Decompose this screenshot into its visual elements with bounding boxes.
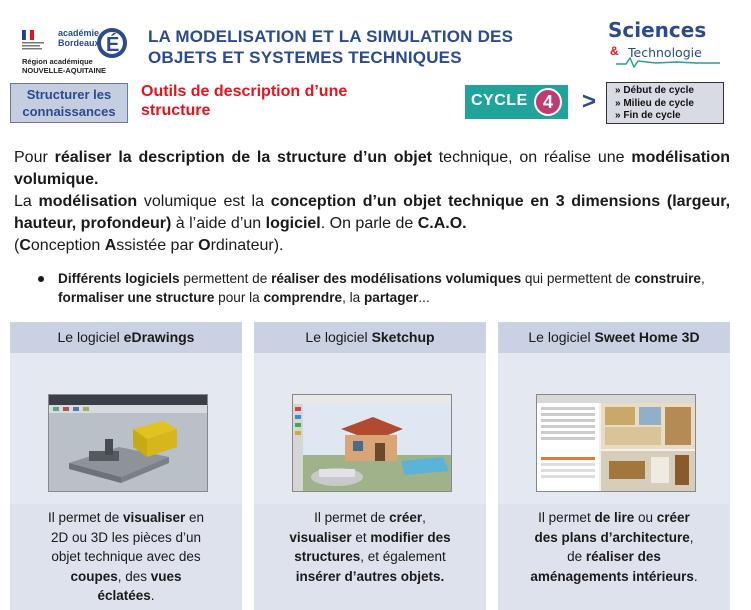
para-bold: modélisation volumique. (14, 149, 731, 188)
para-bold: A (104, 237, 117, 254)
desc-bold: aménagements intérieurs (530, 568, 694, 584)
card-header-prefix: Le logiciel (57, 329, 124, 345)
title-line-2: OBJETS ET SYSTEMES TECHNIQUES (148, 48, 462, 67)
academy-line2: Bordeaux (58, 38, 100, 48)
bullet-text: ... (418, 290, 430, 305)
desc-bold: structures (294, 549, 361, 564)
bullet-text: , la (342, 290, 364, 305)
card-description (498, 504, 730, 610)
desc-text: . (693, 568, 698, 584)
bullet-bold: partager (363, 290, 419, 305)
desc-text: , (422, 510, 426, 525)
bullet-text: , (700, 271, 705, 286)
card-header-prefix: Le logiciel (305, 329, 372, 345)
cycle-steps-box (606, 82, 724, 124)
card-software-name: eDrawings (123, 329, 195, 345)
para-text: ( (14, 237, 20, 254)
bullet-bold: Différents logiciels (58, 271, 180, 286)
desc-bold: créer (389, 510, 423, 525)
desc-text: Il permet de (47, 510, 123, 525)
desc-bold: des plans d’architecture (534, 529, 690, 545)
card-header-prefix: Le logiciel (528, 329, 595, 345)
logo-word-sciences: Sciences (608, 18, 707, 42)
card-header (10, 322, 242, 353)
desc-bold: de lire (594, 510, 635, 525)
desc-text: , (689, 529, 694, 545)
para-text: technique, on réalise une (431, 149, 632, 166)
region-line1: Région académique (22, 57, 93, 66)
svg-text:É: É (106, 34, 120, 56)
sweethome-plan-icon (537, 395, 695, 491)
desc-text: de (567, 549, 586, 564)
desc-bold: insérer d’autres objets. (295, 568, 445, 584)
para-bold: réaliser la description de la structure d’un objet (54, 149, 432, 166)
para-text: ssistée par (116, 237, 199, 254)
intro-paragraph (14, 147, 730, 257)
para-text: . On parle de (320, 215, 418, 232)
region-line2: NOUVELLE-AQUITAINE (22, 66, 107, 75)
edrawings-screenshot (48, 394, 208, 492)
academy-line1: académie (58, 28, 100, 38)
cycle-step: » Fin de cycle (615, 110, 681, 121)
bullet-icon (38, 276, 44, 282)
page-title (148, 26, 568, 68)
card-sketchup (254, 322, 486, 610)
card-header (498, 322, 730, 353)
desc-text: . (150, 588, 155, 603)
card-description (254, 504, 486, 610)
bullet-bold: réaliser des modélisations volumiques (271, 271, 522, 286)
para-bold: modélisation (38, 193, 138, 210)
para-text: onception (30, 237, 105, 254)
desc-text: 2D ou 3D les pièces d’un (50, 529, 202, 545)
arrow-right-icon: > (582, 88, 597, 115)
desc-text: et (351, 529, 371, 545)
sciences-technologie-logo (606, 18, 718, 70)
structurer-connaissances-box (10, 83, 128, 123)
desc-text: en (185, 510, 205, 525)
card-image-area (254, 353, 486, 504)
para-bold: conception d’un objet technique en 3 dimensions (largeur, hauteur, profondeur) (14, 193, 731, 232)
desc-bold: visualiser (122, 510, 186, 525)
subtitle-line1: Outils de description d’une (141, 83, 348, 100)
edrawings-model-icon (49, 395, 207, 491)
bullet-bold: construire (634, 271, 701, 286)
card-sweet-home-3d (498, 322, 730, 610)
logo-wave-icon (616, 56, 720, 68)
logo-word-technologie: Technologie (628, 45, 702, 60)
para-bold: O (198, 237, 211, 254)
desc-bold: visualiser (289, 529, 352, 545)
sketchup-house-icon (293, 395, 451, 491)
card-software-name: Sweet Home 3D (594, 329, 700, 345)
section-subtitle (141, 82, 411, 120)
desc-bold: créer (656, 510, 690, 525)
para-text: La (14, 193, 39, 210)
desc-text: objet technique avec des (51, 549, 201, 564)
desc-bold: vues (150, 568, 182, 584)
bullet-text: qui permettent de (521, 271, 635, 286)
structurer-line2: connaissances (22, 104, 116, 119)
cycle-step: » Milieu de cycle (615, 97, 694, 109)
para-bold: C (19, 237, 31, 254)
card-edrawings (10, 322, 242, 610)
card-image-area (498, 353, 730, 504)
card-image-area (10, 353, 242, 504)
sweethome-screenshot (536, 394, 696, 492)
academie-logo (22, 22, 134, 78)
logo-ampersand: & (610, 44, 619, 58)
desc-bold: éclatées (97, 588, 151, 603)
para-text: à l’aide d’un (171, 215, 266, 232)
bullet-text: pour la (214, 290, 264, 305)
para-bold: logiciel (265, 215, 321, 232)
desc-bold: réaliser des (585, 549, 661, 564)
desc-bold: coupes (70, 568, 118, 584)
subtitle-line2: structure (141, 102, 211, 119)
sketchup-screenshot (292, 394, 452, 492)
card-software-name: Sketchup (371, 329, 435, 345)
card-header (254, 322, 486, 353)
bullet-bold: comprendre (263, 290, 343, 305)
desc-text: ou (634, 510, 657, 525)
desc-text: , et également (360, 549, 446, 564)
desc-bold: modifier des (370, 529, 451, 545)
para-text: Pour (14, 149, 55, 166)
cycle-label: CYCLE (471, 92, 528, 109)
cycle-badge (465, 85, 568, 119)
title-line-1: LA MODELISATION ET LA SIMULATION DES (148, 27, 514, 46)
para-text: rdinateur). (210, 237, 284, 254)
para-text: volumique est la (137, 193, 271, 210)
bullet-text: permettent de (179, 271, 272, 286)
card-description (10, 504, 242, 610)
cycle-number: 4 (534, 88, 562, 116)
structurer-line1: Structurer les (26, 87, 112, 102)
para-bold: C.A.O. (417, 215, 467, 232)
cycle-step: » Début de cycle (615, 85, 694, 96)
desc-text: , des (117, 568, 151, 584)
bullet-paragraph (58, 269, 738, 307)
desc-text: Il permet (538, 510, 595, 525)
bullet-bold: formaliser une structure (58, 290, 215, 305)
desc-text: Il permet de (314, 510, 390, 525)
